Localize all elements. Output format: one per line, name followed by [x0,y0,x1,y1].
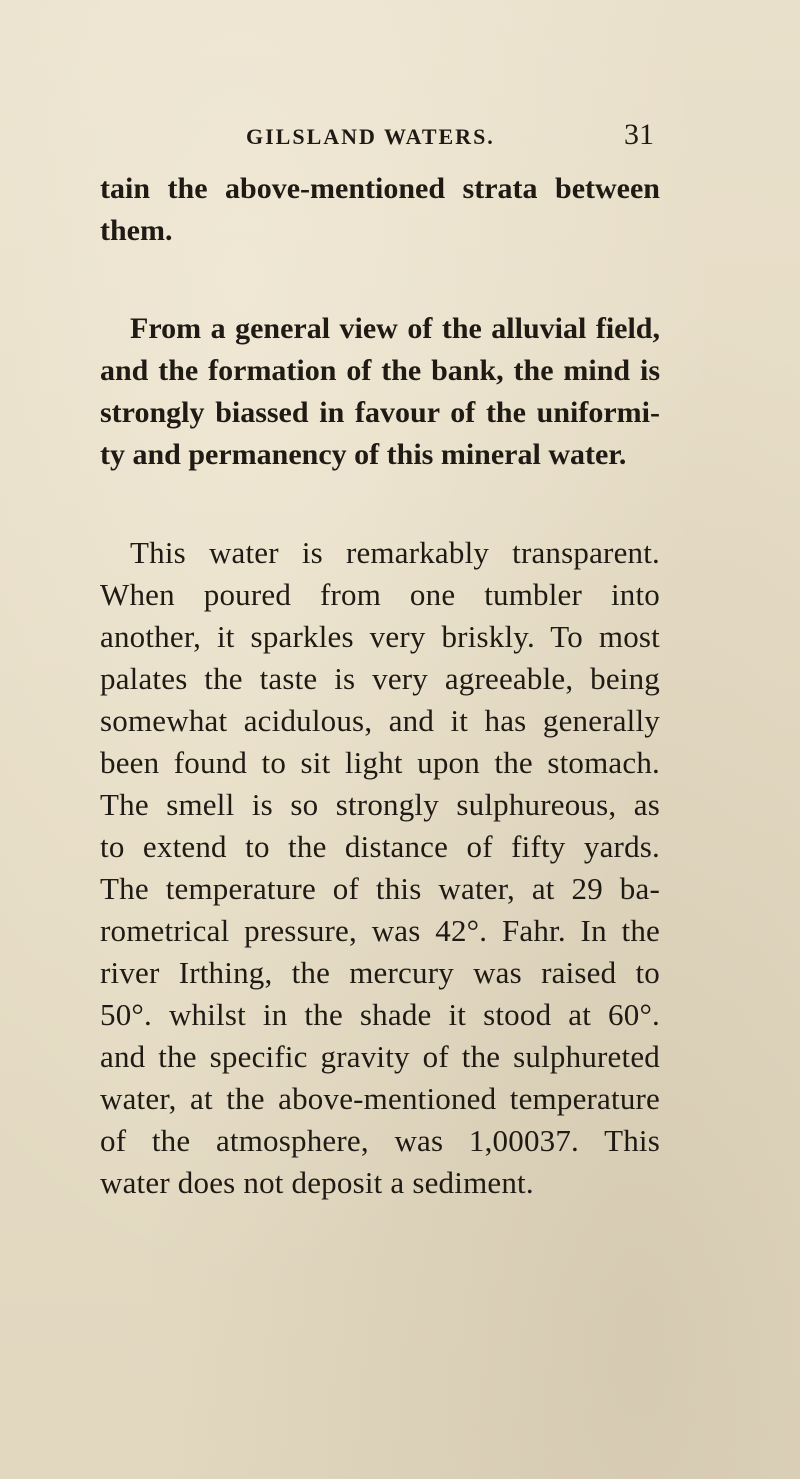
text-line: another, it sparkles very briskly. To most [100,619,660,654]
text-line: somewhat acidulous, and it has generally [100,703,660,738]
page-number: 31 [624,118,654,151]
paragraph-1 [100,168,660,252]
text-line: From a general view of the alluvial field, [130,312,660,345]
running-head-title: GILSLAND WATERS. [246,124,495,149]
paragraph-3 [100,532,660,1204]
body-text [100,168,660,1204]
text-line: tain the above-mentioned strata between [100,172,660,205]
text-line: palates the taste is very agreeable, being [100,661,660,696]
text-line: The smell is so strongly sulphureous, as [100,787,660,822]
text-line: them. [100,214,173,247]
text-line: water does not deposit a sediment. [100,1165,534,1200]
text-line: and the specific gravity of the sulphureted [100,1039,660,1074]
text-line: and the formation of the bank, the mind is [100,354,660,387]
text-line: rometrical pressure, was 42°. Fahr. In the [100,913,660,948]
text-line: to extend to the distance of fifty yards. [100,829,660,864]
text-line: This water is remarkably transparent. [130,535,660,570]
text-line: 50°. whilst in the shade it stood at 60°. [100,997,660,1032]
text-line: river Irthing, the mercury was raised to [100,955,660,990]
running-head [246,118,654,152]
text-line: ty and permanency of this mineral water. [100,438,627,471]
text-line: been found to sit light upon the stomach. [100,745,660,780]
text-line: water, at the above-mentioned temperature [100,1081,660,1116]
paragraph-2 [100,308,660,476]
text-line: The temperature of this water, at 29 ba- [100,871,660,906]
text-line: When poured from one tumbler into [100,577,660,612]
text-line: of the atmosphere, was 1,00037. This [100,1123,660,1158]
text-line: strongly biassed in favour of the uniformi- [100,396,660,429]
